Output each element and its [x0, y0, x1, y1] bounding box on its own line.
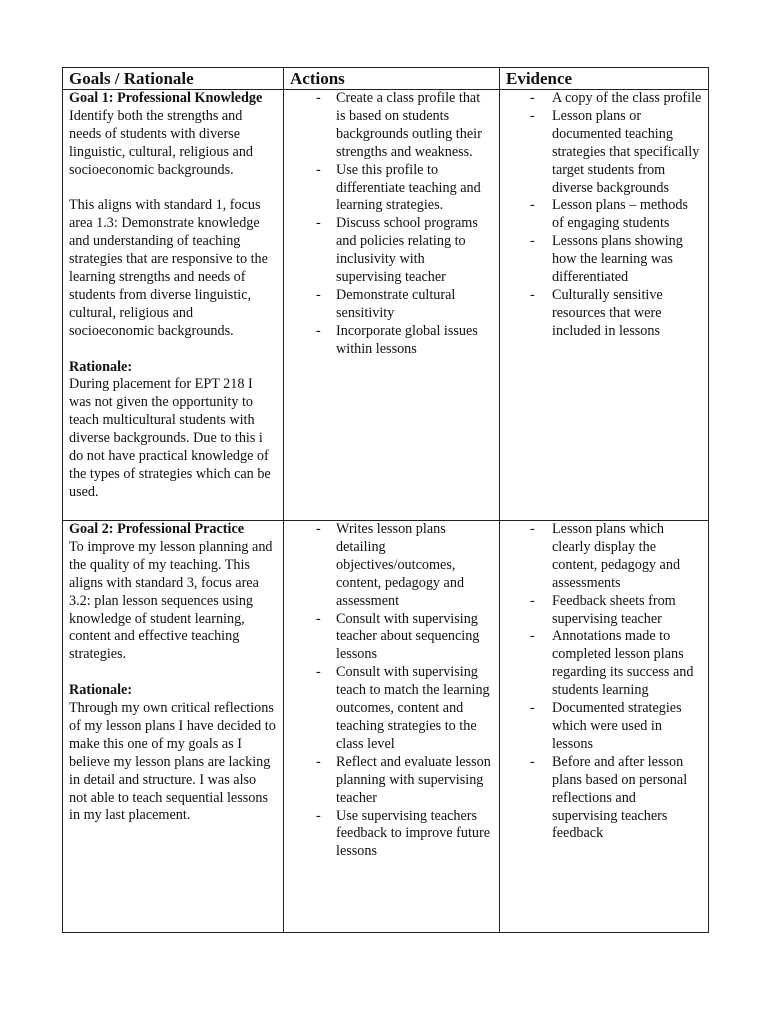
- evidence-item: - Feedback sheets from supervising teacher: [506, 593, 702, 629]
- evidence-item: - Lessons plans showing how the learning was differentiated: [506, 233, 702, 287]
- goal-2-evidence-cell: [500, 521, 709, 933]
- action-item: - Demonstrate cultural sensitivity: [290, 287, 493, 323]
- goal-2-rationale-label: Rationale:: [69, 682, 133, 699]
- goal-1-rationale-label: Rationale:: [69, 358, 133, 375]
- goal-2-intro: To improve my lesson planning and the quality of my teaching. This aligns with standard 3, focus area 3.2: plan lesson sequences using knowledge of student learning, content and effective teaching strategies.: [69, 538, 273, 663]
- action-item: - Incorporate global issues within lessons: [290, 323, 493, 359]
- goal-1-evidence-cell: [500, 90, 709, 521]
- goal-1-actions-cell: [284, 90, 500, 521]
- goal-1-title: Goal 1: Professional Knowledge: [69, 90, 263, 106]
- evidence-item: - A copy of the class profile: [506, 90, 702, 108]
- goal-2-actions-list: [290, 521, 493, 861]
- goal-2-actions-cell: [284, 521, 500, 933]
- action-item: - Discuss school programs and policies relating to inclusivity with supervising teacher: [290, 215, 493, 287]
- header-actions: Actions: [284, 68, 500, 90]
- goal-1-intro: Identify both the strengths and needs of students with diverse linguistic, cultural, religious and socioeconomic backgrounds.: [69, 107, 254, 178]
- evidence-item: - Lesson plans or documented teaching strategies that specifically target students from diverse backgrounds: [506, 108, 702, 198]
- header-evidence: Evidence: [500, 68, 709, 90]
- goal-2-title: Goal 2: Professional Practice: [69, 521, 245, 537]
- evidence-item: - Documented strategies which were used in lessons: [506, 700, 702, 754]
- goal-2-rationale-text: Through my own critical reflections of my lesson plans I have decided to make this one of my goals as I believe my lesson plans are lacking in detail and structure. I was also not able to teach sequential lessons in my last placement.: [69, 700, 276, 824]
- goal-1-alignment: This aligns with standard 1, focus area 1.3: Demonstrate knowledge and understanding of teaching strategies that are responsive to the learning strengths and needs of students from diverse linguistic, cultural, religious and socioeconomic backgrounds.: [69, 197, 268, 339]
- action-item: - Use supervising teachers feedback to improve future lessons: [290, 808, 493, 862]
- header-goals-rationale: Goals / Rationale: [63, 68, 284, 90]
- action-item: - Consult with supervising teacher about sequencing lessons: [290, 611, 493, 665]
- evidence-item: - Annotations made to completed lesson plans regarding its success and students learning: [506, 628, 702, 700]
- goals-table: [62, 67, 709, 933]
- goal-2-row: [63, 521, 709, 933]
- evidence-item: - Lesson plans – methods of engaging students: [506, 197, 702, 233]
- goal-1-evidence-list: [506, 90, 702, 341]
- evidence-item: - Lesson plans which clearly display the content, pedagogy and assessments: [506, 521, 702, 593]
- goal-1-row: [63, 90, 709, 521]
- goal-1-rationale-cell: [63, 90, 284, 521]
- action-item: - Reflect and evaluate lesson planning with supervising teacher: [290, 754, 493, 808]
- evidence-item: - Culturally sensitive resources that were included in lessons: [506, 287, 702, 341]
- goal-2-evidence-list: [506, 521, 702, 843]
- action-item: - Use this profile to differentiate teaching and learning strategies.: [290, 162, 493, 216]
- goal-2-rationale-cell: [63, 521, 284, 933]
- goal-1-rationale-text: During placement for EPT 218 I was not given the opportunity to teach multicultural students with diverse backgrounds. Due to this i do not have practical knowledge of the types of strategies which can be used.: [69, 376, 271, 500]
- evidence-item: - Before and after lesson plans based on personal reflections and supervising teachers feedback: [506, 754, 702, 844]
- action-item: - Consult with supervising teach to match the learning outcomes, content and teaching strategies to the class level: [290, 664, 493, 754]
- header-row: [63, 68, 709, 90]
- action-item: - Writes lesson plans detailing objectives/outcomes, content, pedagogy and assessment: [290, 521, 493, 611]
- action-item: - Create a class profile that is based on students backgrounds outling their strengths and weakness.: [290, 90, 493, 162]
- goal-1-actions-list: [290, 90, 493, 359]
